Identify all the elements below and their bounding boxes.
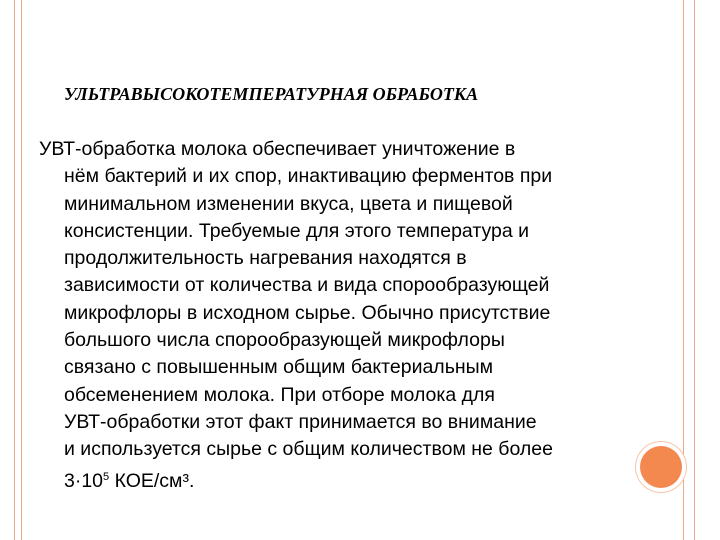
body-line-9: связано с повышенным общим бактериальным [64, 356, 494, 379]
count-unit: КОЕ/см³. [109, 469, 195, 492]
body-line-3: минимальном изменении вкуса, цвета и пищевой [64, 192, 513, 215]
body-line-13 [39, 464, 639, 495]
slide-title: УЛЬТРАВЫСОКОТЕМПЕРАТУРНАЯ ОБРАБОТКА [64, 84, 479, 104]
body-line-1: УВТ-обработка молока обеспечивает уничтожение в [39, 138, 516, 160]
body-line-12: и используется сырье с общим количеством не более [64, 438, 553, 461]
body-line-4: консистенции. Требуемые для этого температура и [64, 219, 530, 242]
body-line-11: УВТ-обработки этот факт принимается во внимание [64, 410, 537, 433]
body-line-5: продолжительность нагревания находятся в [64, 247, 467, 270]
right-border-line-outer [694, 0, 695, 540]
body-line-7: микрофлоры в исходном сырье. Обычно присутствие [64, 301, 551, 324]
body-line-10: обсеменением молока. При отборе молока для [64, 383, 495, 406]
body-line-2: нём бактерий и их спор, инактивацию ферментов при [64, 165, 553, 188]
body-line-8: большого числа спорообразующей микрофлоры [64, 329, 505, 352]
count-exponent: 5 [103, 470, 110, 483]
decorative-orange-circle [640, 446, 682, 488]
left-border-line-outer [14, 0, 15, 540]
slide-body-text [39, 136, 639, 495]
body-line-6: зависимости от количества и вида спорообразующей [64, 274, 550, 297]
right-border-line-inner [683, 0, 684, 540]
left-border-line-inner [21, 0, 22, 540]
count-base: 3·10 [64, 469, 104, 492]
